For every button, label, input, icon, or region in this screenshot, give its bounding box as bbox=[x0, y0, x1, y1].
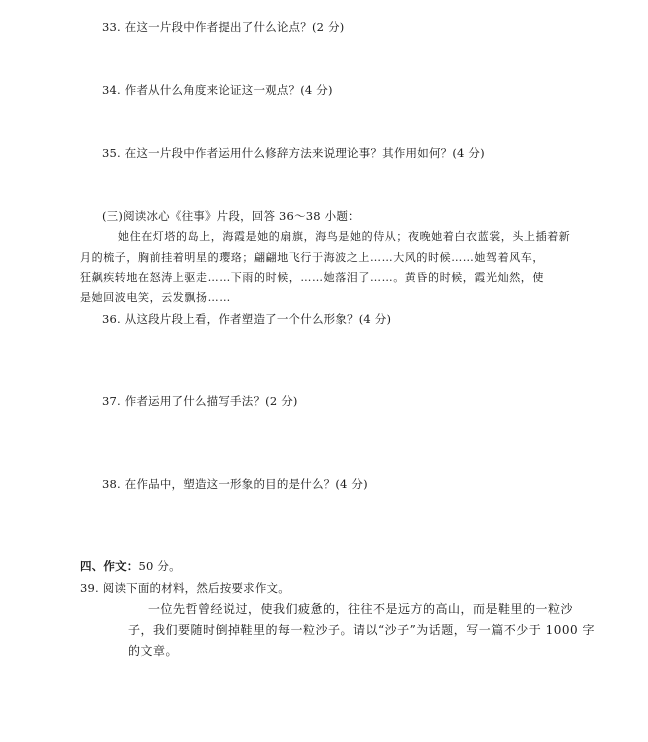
question-35: 35. 在这一片段中作者运用什么修辞方法来说理论事？其作用如何？(4 分) bbox=[102, 146, 485, 160]
essay-material-line: 一位先哲曾经说过，使我们疲惫的，往往不是远方的高山，而是鞋里的一粒沙 bbox=[148, 602, 574, 616]
passage-line: 是她回波电笑，云发飘扬…… bbox=[80, 291, 231, 304]
section-3-heading: (三)阅读冰心《往事》片段，回答 36～38 小题： bbox=[102, 209, 360, 223]
question-33: 33. 在这一片段中作者提出了什么论点？(2 分) bbox=[102, 20, 345, 34]
question-39: 39. 阅读下面的材料，然后按要求作文。 bbox=[80, 581, 290, 595]
question-36: 36. 从这段片段上看，作者塑造了一个什么形象？(4 分) bbox=[102, 312, 392, 326]
essay-heading bbox=[80, 559, 181, 573]
passage-line: 她住在灯塔的岛上，海霞是她的扇旗，海鸟是她的侍从；夜晚她着白衣蓝裳，头上插着新 bbox=[118, 230, 571, 243]
question-38: 38. 在作品中，塑造这一形象的目的是什么？(4 分) bbox=[102, 477, 368, 491]
question-34: 34. 作者从什么角度来论证这一观点？(4 分) bbox=[102, 83, 333, 97]
question-37: 37. 作者运用了什么描写手法？(2 分) bbox=[102, 394, 298, 408]
essay-material-line: 的文章。 bbox=[128, 644, 179, 658]
essay-heading-score: 50 分。 bbox=[138, 559, 181, 573]
essay-heading-label: 四、作文： bbox=[80, 559, 139, 573]
passage-line: 月的梳子，胸前挂着明星的璎珞；翩翩地飞行于海波之上……大风的时候……她驾着风车， bbox=[80, 251, 544, 264]
passage-line: 狂飙疾转地在怒涛上驱走……下雨的时候，……她落泪了……。黄昏的时候，霞光灿然，使 bbox=[80, 271, 544, 284]
essay-material-line: 子，我们要随时倒掉鞋里的每一粒沙子。请以“沙子”为话题，写一篇不少于 1000 字 bbox=[128, 623, 595, 637]
